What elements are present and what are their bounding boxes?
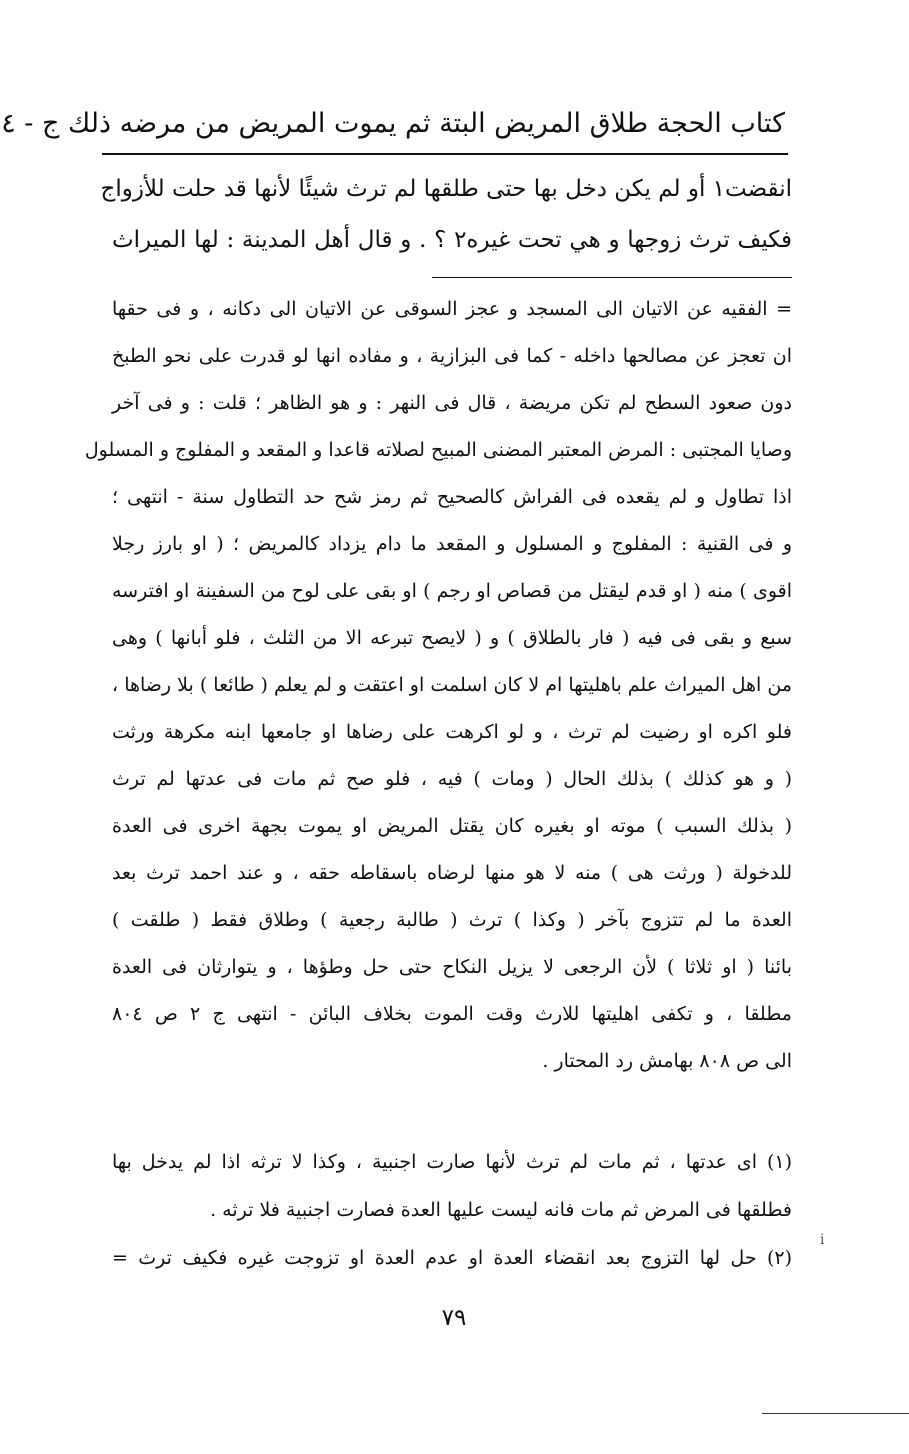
commentary-line: الى ص ٨٠٨ بهامش رد المحتار .: [542, 1050, 792, 1072]
commentary-line: ان تعجز عن مصالحها داخله - كما فى البزازية ، و مفاده انها لو قدرت على نحو الطبخ: [112, 345, 792, 367]
main-text-block: [100, 164, 792, 266]
main-text-line: فكيف ترث زوجها و هي تحت غيره٢ ؟ . و قال أهل المدينة : لها الميراث: [112, 227, 792, 253]
header-rule: [102, 153, 788, 155]
commentary-block: [84, 286, 792, 1085]
commentary-line: وصايا المجتبى : المرض المعتبر المضنى المبيح لصلاته قاعدا و المقعد و المفلوج و المسلول: [84, 439, 792, 461]
main-text-line: انقضت١ أو لم يكن دخل بها حتى طلقها لم ترث شيئًا لأنها قد حلت للأزواج: [100, 176, 792, 202]
commentary-line: اقوى ) منه ( او قدم ليقتل من قصاص او رجم ) او بقى على لوح من السفينة او افترسه: [112, 580, 792, 602]
commentary-line: = الفقيه عن الاتيان الى المسجد و عجز السوقى عن الاتيان الى دكانه ، و فى حقها: [112, 298, 792, 320]
footnote-2-line: (٢) حل لها التزوج بعد انقضاء العدة او عدم العدة او تزوجت غيره فكيف ترث =: [112, 1247, 792, 1269]
commentary-line: ( و هو كذلك ) بذلك الحال ( ومات ) فيه ، فلو صح ثم مات فى عدتها لم ترث: [112, 768, 792, 790]
commentary-line: و فى القنية : المفلوج و المسلول و المقعد ما دام يزداد كالمريض ؛ ( او بارز رجلا: [112, 533, 792, 555]
footnote-1-line: (١) اى عدتها ، ثم مات لم ترث لأنها صارت اجنبية ، وكذا لا ترثه اذا لم يدخل بها: [112, 1151, 792, 1173]
commentary-line: بائنا ( او ثلاثا ) لأن الرجعى لا يزيل النكاح حتى حل وطؤها ، و يتوارثان فى العدة: [112, 956, 792, 978]
footnotes-block: [112, 1138, 792, 1282]
commentary-line: مطلقا ، و تكفى اهليتها للارث وقت الموت بخلاف البائن - انتهى ج ٢ ص ٨٠٤: [112, 1003, 792, 1025]
bottom-edge-rule: [762, 1413, 909, 1414]
commentary-line: العدة ما لم تتزوج بآخر ( وكذا ) ترث ( طالبة رجعية ) وطلاق فقط ( طلقت ): [112, 909, 792, 931]
footnote-1-line: فطلقها فى المرض ثم مات فانه ليست عليها العدة فصارت اجنبية فلا ترثه .: [210, 1199, 792, 1221]
margin-mark: ⅰ: [820, 1232, 825, 1248]
footnote-separator: [432, 277, 792, 278]
page-number: ٧٩: [441, 1305, 467, 1331]
commentary-line: سبع و بقى فى فيه ( فار بالطلاق ) و ( لايصح تبرعه الا من الثلث ، فلو أبانها ) وهى: [112, 627, 792, 649]
commentary-line: اذا تطاول و لم يقعده فى الفراش كالصحيح ثم رمز شح حد التطاول سنة - انتهى ؛: [112, 486, 792, 508]
commentary-line: دون صعود السطح لم تكن مريضة ، قال فى النهر : و هو الظاهر ؛ قلت : و فى آخر: [112, 392, 792, 414]
commentary-line: للدخولة ( ورثت هى ) منه لا هو منها لرضاه باسقاطه حقه ، و عند احمد ترث بعد: [112, 862, 792, 884]
commentary-line: من اهل الميراث علم باهليتها ام لا كان اسلمت او اعتقت و لم يعلم ( طائعا ) بلا رضاها ،: [112, 674, 792, 696]
commentary-line: فلو اكره او رضيت لم ترث ، و لو اكرهت على رضاها او جامعها ابنه مكرهة ورثت: [112, 721, 792, 743]
commentary-line: ( بذلك السبب ) موته او بغيره كان يقتل المريض او يموت بجهة اخرى فى العدة: [112, 815, 792, 837]
running-header: كتاب الحجة طلاق المريض البتة ثم يموت المريض من مرضه ذلك ج - ٤: [1, 108, 785, 139]
